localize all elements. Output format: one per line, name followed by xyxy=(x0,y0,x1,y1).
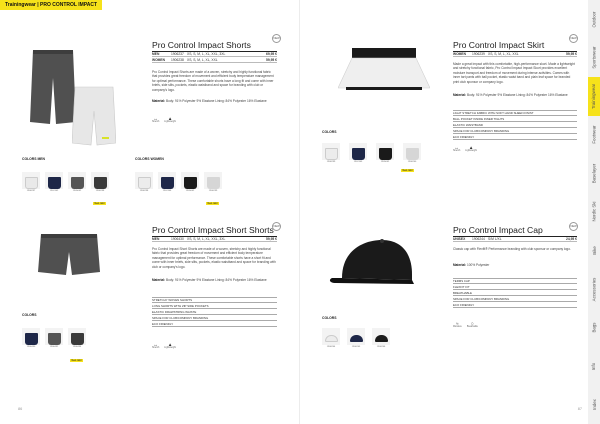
feature-item: FLEXFIT FIT xyxy=(453,284,577,290)
feature-item: SPACE FOR CLUB/COMPANY BRANDING xyxy=(152,315,277,321)
swatch-tile xyxy=(158,172,176,189)
spec-sku: 1906239 xyxy=(472,52,485,56)
shorts-description: Pro Control Impact Shorts are made of a woven, stretchy and highly functional fabric that provides great freedom of movement and efficient body temperature management for optimal performance. These comfortable shorts have a long fit and come with inner briefs, side slits, pockets, elastic waistband and space for branding with club or company's logo. xyxy=(152,70,274,92)
care-label: Stretch xyxy=(152,121,160,123)
color-swatch[interactable] xyxy=(204,172,222,194)
color-swatch[interactable] xyxy=(22,172,40,194)
feature-item: LONG SHORTS WITH ZIP SIDE POCKETS xyxy=(152,303,277,309)
shorts-care-icons xyxy=(152,116,176,123)
feature-item: BREATHABLE xyxy=(453,290,577,296)
cap-title: Pro Control Impact Cap xyxy=(453,225,543,235)
color-swatch[interactable] xyxy=(91,172,109,194)
color-swatch[interactable] xyxy=(181,172,199,194)
swatch-code: 1907402 xyxy=(49,190,59,192)
spec-sku: 1906237 xyxy=(171,52,184,56)
side-tab-label: Bike xyxy=(591,246,597,255)
feature-item: ECO FRIENDLY xyxy=(152,321,277,327)
swatch-tile xyxy=(204,172,222,189)
swatch-tile xyxy=(322,328,340,345)
feature-item: BALL POCKET INSIDE INNER TIGHTS xyxy=(453,116,577,122)
care-label: Stretch xyxy=(152,347,160,349)
color-swatch[interactable] xyxy=(68,172,86,194)
color-swatch[interactable] xyxy=(372,328,390,350)
side-tab-bike[interactable] xyxy=(588,231,600,270)
side-tab-label: Sportswear xyxy=(591,46,597,69)
colors-women-label: COLORS WOMEN xyxy=(135,157,164,161)
swatch-tile xyxy=(347,328,365,345)
short-shorts-material: Material: Body: 91% Polyester 9% Elastane Lining: 84% Polyester 16% Elastane xyxy=(152,278,267,282)
spec-row xyxy=(453,51,577,57)
spec-gender: WOMEN xyxy=(152,57,166,62)
side-tab-bags[interactable] xyxy=(588,308,600,347)
care-item xyxy=(453,321,462,328)
swatch-tile xyxy=(68,328,86,345)
colors-men-label: COLORS MEN xyxy=(22,157,45,161)
side-tab-baselayer[interactable] xyxy=(588,154,600,193)
garment-thumbnail xyxy=(48,177,61,189)
swatch-code: 1905002 xyxy=(72,190,82,192)
color-swatch[interactable] xyxy=(403,143,421,165)
swatch-code: 1906238 xyxy=(95,190,105,192)
swatch-code: 1906434 xyxy=(72,346,82,348)
spec-price: 69,95 € xyxy=(266,52,277,56)
product-image-shorts-women xyxy=(72,85,116,147)
swatch-code: 1906430 xyxy=(26,346,36,348)
care-label: Breathable xyxy=(466,326,478,328)
side-tab-info[interactable] xyxy=(588,347,600,386)
product-image-skirt xyxy=(338,48,430,92)
cap-features xyxy=(453,278,577,308)
swatch-code: 1906245 xyxy=(351,346,361,348)
page-number-right: 87 xyxy=(577,407,582,411)
swatch-code: 1906239 xyxy=(326,161,336,163)
garment-thumbnail xyxy=(184,177,197,189)
care-item xyxy=(152,342,159,349)
skirt-features xyxy=(453,110,577,140)
lightweight-icon: ▲ xyxy=(167,342,173,347)
side-tab-label: Outdoor xyxy=(591,11,597,28)
spec-gender: MEN xyxy=(152,52,160,56)
colors-label: COLORS xyxy=(22,313,37,317)
page-number-left: 86 xyxy=(18,407,23,411)
care-item xyxy=(465,145,477,152)
new-badge: NEW xyxy=(272,34,281,43)
swatch-code: 1907406 xyxy=(162,190,172,192)
shorts-title: Pro Control Impact Shorts xyxy=(152,40,251,50)
side-tab-nordic-ski[interactable] xyxy=(588,193,600,232)
side-tab-label: Bags xyxy=(591,322,597,333)
product-image-shorts-men xyxy=(30,48,76,126)
spec-price: 59,95 € xyxy=(266,57,277,62)
new-color-tag: New color xyxy=(71,359,82,362)
color-swatch[interactable] xyxy=(347,328,365,350)
side-tab-label: Footwear xyxy=(591,125,597,145)
feature-item: LIGHT STRETCH FABRIC WITH SOFT HAND SHEEN FINIST xyxy=(453,110,577,116)
swatch-tile xyxy=(91,172,109,189)
spec-price: 59,95 € xyxy=(266,237,277,241)
moisture-icon: ≈ xyxy=(456,321,459,326)
skirt-description: Made a great impact with this comfortable, high-performance skort. Made a lightweight and stretchy functional fabric, Pro Control Impact Impact Skort provides excellent moisture transport and freedom of movement during intense activities. Comes with inner tart pants with ball pocket, elastic waist band and plain leaf space for branded print club sponsor or company logo. xyxy=(453,62,575,84)
colors-label: COLORS xyxy=(322,316,337,320)
color-swatch[interactable] xyxy=(45,172,63,194)
swatch-tile xyxy=(45,172,63,189)
garment-thumbnail xyxy=(207,177,220,189)
swatch-tile xyxy=(181,172,199,189)
color-swatch[interactable] xyxy=(45,328,63,350)
cap-material: Material: 100% Polyester xyxy=(453,263,490,267)
stretch-icon: ↔ xyxy=(454,145,459,150)
care-label: Stretch xyxy=(453,150,461,152)
side-tab-label: Info xyxy=(591,362,597,370)
spec-price: 59,95 € xyxy=(566,52,577,56)
cap-thumbnail xyxy=(350,335,363,342)
skirt-care-icons xyxy=(453,145,477,152)
spec-row xyxy=(152,57,277,63)
spec-sku: 1906238 xyxy=(171,57,184,62)
side-tab-sportswear[interactable] xyxy=(588,39,600,78)
feature-item: ELASTIC WAISTBAND xyxy=(453,122,577,128)
spec-sizes: S/M L/XL xyxy=(488,237,502,241)
swatch-tile xyxy=(135,172,153,189)
care-item xyxy=(164,342,176,349)
swatch-code: 1906246 xyxy=(376,346,386,348)
short-shorts-care-icons xyxy=(152,342,176,349)
color-swatch[interactable] xyxy=(322,143,340,165)
feature-item: STRETCHY WOVEN SHORTS xyxy=(152,297,277,303)
care-label: Lightweight xyxy=(164,347,176,349)
side-tab-index[interactable] xyxy=(588,385,600,424)
new-badge: NEW xyxy=(569,222,578,231)
color-swatch[interactable] xyxy=(376,143,394,165)
category-header xyxy=(0,0,102,10)
side-tab-outdoor[interactable] xyxy=(588,0,600,39)
garment-thumbnail xyxy=(161,177,174,189)
feature-item: SPACE FOR CLUB/COMPANY BRANDING xyxy=(453,296,577,302)
new-color-tag: New color xyxy=(94,202,105,205)
care-item xyxy=(453,145,460,152)
color-swatch[interactable] xyxy=(22,328,40,350)
garment-thumbnail xyxy=(138,177,151,189)
color-swatch[interactable] xyxy=(68,328,86,350)
skirt-spec-table xyxy=(453,51,577,57)
swatch-code: 1906244 xyxy=(326,346,336,348)
cap-spec-table xyxy=(453,236,577,242)
shorts-spec-table xyxy=(152,51,277,63)
spec-sizes: XS, S, M, L, XL, XXL, 3XL xyxy=(187,237,226,241)
side-tab-label: Nordic Ski xyxy=(591,201,597,222)
swatch-tile xyxy=(349,143,367,160)
swatch-tile xyxy=(22,172,40,189)
spec-gender: UNISEX xyxy=(453,237,466,241)
stretch-icon: ↔ xyxy=(153,342,158,347)
garment-thumbnail xyxy=(352,148,365,160)
color-swatch[interactable] xyxy=(349,143,367,165)
new-color-tag: New color xyxy=(207,202,218,205)
garment-thumbnail xyxy=(379,148,392,160)
garment-thumbnail xyxy=(325,148,338,160)
spec-sizes: XS, S, M, L, XL, XXL, 3XL xyxy=(187,52,226,56)
color-swatch[interactable] xyxy=(322,328,340,350)
swatch-tile xyxy=(68,172,86,189)
lightweight-icon: ▲ xyxy=(167,116,173,121)
garment-thumbnail xyxy=(48,333,61,345)
swatch-code: 1906239 xyxy=(208,190,218,192)
side-tab-label: Index xyxy=(591,399,597,411)
feature-item: TERMS CAP xyxy=(453,278,577,284)
short-shorts-features xyxy=(152,297,277,327)
swatch-code: 1907405 xyxy=(353,161,363,163)
spec-sku: 1906430 xyxy=(171,237,184,241)
color-swatch[interactable] xyxy=(135,172,153,194)
garment-thumbnail xyxy=(71,333,84,345)
short-shorts-title: Pro Control Impact Short Shorts xyxy=(152,225,274,235)
swatch-tile xyxy=(45,328,63,345)
care-item xyxy=(164,116,176,123)
cap-description: Classic cap with Flexfit® Performance branding with club sponsor or company logo. xyxy=(453,247,571,251)
swatch-tile xyxy=(376,143,394,160)
garment-thumbnail xyxy=(94,177,107,189)
spec-row xyxy=(152,236,277,242)
swatch-tile xyxy=(322,143,340,160)
cap-thumbnail xyxy=(375,335,388,342)
swatch-code: 1906240 xyxy=(407,161,417,163)
feature-item: ELASTIC DRAWSTRING WAISTE xyxy=(152,309,277,315)
lightweight-icon: ▲ xyxy=(468,145,474,150)
new-badge: NEW xyxy=(272,222,281,231)
care-label: Moisture xyxy=(453,326,462,328)
short-shorts-description: Pro Control Impact Short Shorts are made of a woven, stretchy and highly functional fabric that provides great freedom of movement and efficient body temperature management for optimal performance. These comfortable shorts have a short fit and come with inner briefs, side slits, pockets, elastic waistband and space for branding with club or company's logo. xyxy=(152,247,276,269)
side-tab-label: Trainingwear xyxy=(591,83,597,109)
care-item xyxy=(467,321,478,328)
swatch-tile xyxy=(403,143,421,160)
swatch-code: 1905002 xyxy=(380,161,390,163)
short-shorts-spec-table xyxy=(152,236,277,242)
new-color-tag: New color xyxy=(402,169,413,172)
cap-thumbnail xyxy=(325,335,338,342)
product-image-cap xyxy=(328,236,418,292)
color-swatch[interactable] xyxy=(158,172,176,194)
shorts-material: Material: Body: 91% Polyester 9% Elastane Lining: 84% Polyester 16% Elastane xyxy=(152,99,267,103)
feature-item: ECO FRIENDLY xyxy=(453,134,577,140)
care-label: Lightweight xyxy=(465,150,477,152)
category-title: Trainingwear | PRO CONTROL IMPACT xyxy=(5,2,98,8)
spec-sku: 1906244 xyxy=(472,237,485,241)
garment-thumbnail xyxy=(25,333,38,345)
swatch-tile xyxy=(372,328,390,345)
spec-sizes: XS, S, M, L, XL, XXL xyxy=(488,52,519,56)
spec-gender: WOMEN xyxy=(453,52,467,56)
skirt-material: Material: Body: 91% Polyester 9% Elastane Lining: 84% Polyester 16% Elastane xyxy=(453,93,568,97)
garment-thumbnail xyxy=(71,177,84,189)
breathable-icon: ○ xyxy=(471,321,474,326)
side-tab-accessories[interactable] xyxy=(588,270,600,309)
swatch-code: 1905002 xyxy=(185,190,195,192)
spec-gender: MEN xyxy=(152,237,160,241)
spec-sizes: XS, S, M, L, XL, XXL xyxy=(187,57,218,62)
care-label: Lightweight xyxy=(164,121,176,123)
new-badge: NEW xyxy=(569,34,578,43)
garment-thumbnail xyxy=(406,148,419,160)
skirt-title: Pro Control Impact Skirt xyxy=(453,40,545,50)
garment-thumbnail xyxy=(25,177,38,189)
side-tab-label: Baselayer xyxy=(591,163,597,184)
side-tab-bar xyxy=(588,0,600,424)
spec-price: 24,95 € xyxy=(566,237,577,241)
swatch-code: 1906238 xyxy=(139,190,149,192)
product-image-short-shorts xyxy=(38,232,100,278)
feature-item: ECO FRIENDLY xyxy=(453,302,577,308)
cap-care-icons xyxy=(453,321,478,328)
swatch-code: 1906237 xyxy=(26,190,36,192)
swatch-tile xyxy=(22,328,40,345)
care-item xyxy=(152,116,159,123)
side-tab-trainingwear[interactable] xyxy=(588,77,600,116)
side-tab-label: Accessories xyxy=(591,277,597,301)
stretch-icon: ↔ xyxy=(153,116,158,121)
spec-row xyxy=(453,236,577,242)
side-tab-footwear[interactable] xyxy=(588,116,600,155)
colors-label: COLORS xyxy=(322,130,337,134)
feature-item: SPACE FOR CLUB/COMPANY BRANDING xyxy=(453,128,577,134)
swatch-code: 1906431 xyxy=(49,346,59,348)
page-spine xyxy=(299,0,300,424)
